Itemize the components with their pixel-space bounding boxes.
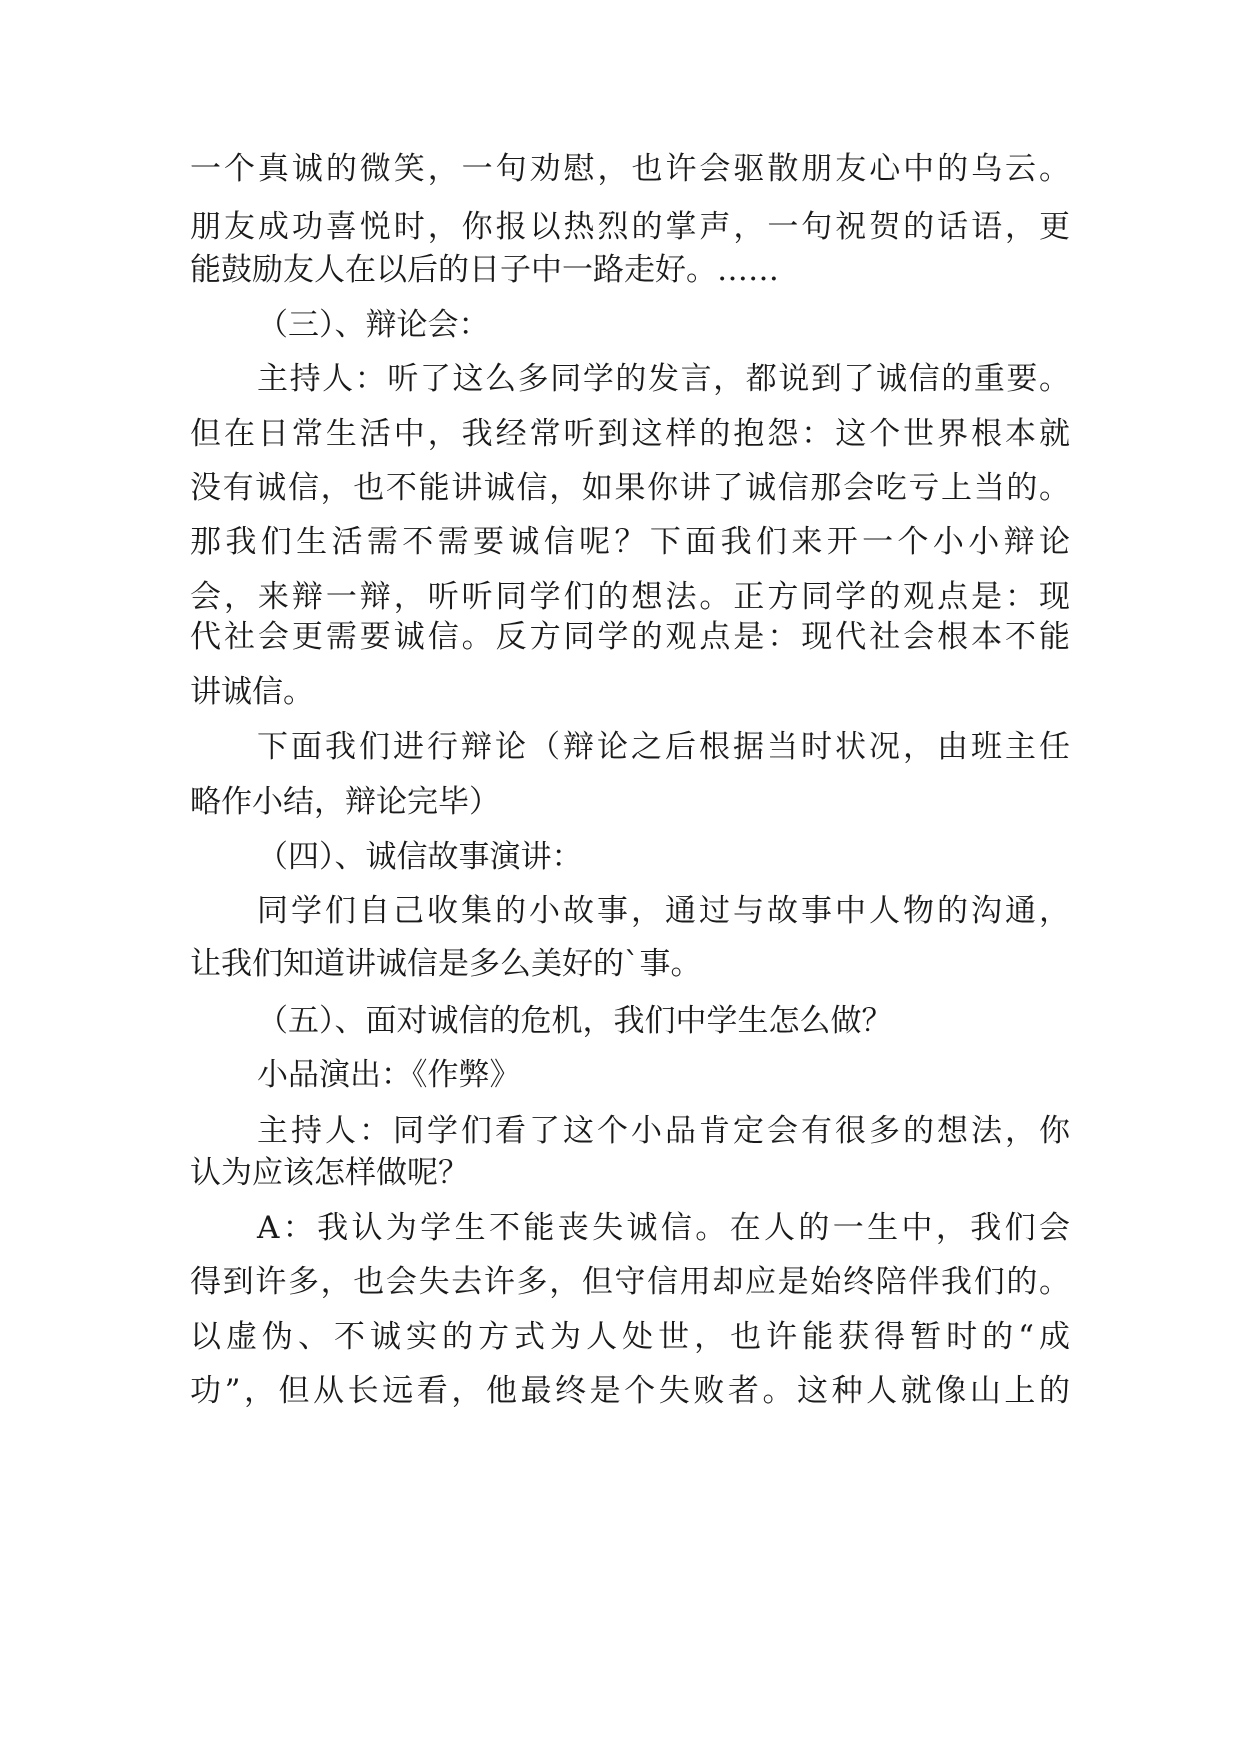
text-line: 朋友成功喜悦时，你报以热烈的掌声，一句祝贺的话语，更	[190, 209, 1070, 245]
text-line: 能鼓励友人在以后的日子中一路走好。……	[190, 252, 779, 288]
text-line: 下面我们进行辩论（辩论之后根据当时状况，由班主任	[257, 729, 1070, 765]
text-line: 以虚伪、不诚实的方式为人处世，也许能获得暂时的“成	[190, 1319, 1070, 1355]
text-line: 让我们知道讲诚信是多么美好的`事。	[190, 946, 702, 982]
text-line: 但在日常生活中，我经常听到这样的抱怨：这个世界根本就	[190, 416, 1070, 452]
text-line: 主持人：同学们看了这个小品肯定会有很多的想法，你	[257, 1113, 1070, 1149]
text-line: 功”，但从长远看，他最终是个失败者。这种人就像山上的	[190, 1373, 1070, 1409]
text-line: 没有诚信，也不能讲诚信，如果你讲了诚信那会吃亏上当的。	[190, 470, 1070, 506]
text-line: 讲诚信。	[190, 674, 314, 710]
section-heading: （三）、辩论会：	[257, 307, 490, 343]
text-line: 一个真诚的微笑，一句劝慰，也许会驱散朋友心中的乌云。	[190, 151, 1070, 187]
text-line: 得到许多，也会失去许多，但守信用却应是始终陪伴我们的。	[190, 1264, 1070, 1300]
text-line: 代社会更需要诚信。反方同学的观点是：现代社会根本不能	[190, 619, 1070, 655]
text-line: 略作小结，辩论完毕）	[190, 784, 500, 820]
text-line: 那我们生活需不需要诚信呢？下面我们来开一个小小辩论	[190, 524, 1070, 560]
text-line: A：我认为学生不能丧失诚信。在人的一生中，我们会	[257, 1210, 1070, 1246]
text-line: 主持人：听了这么多同学的发言，都说到了诚信的重要。	[257, 361, 1070, 397]
section-heading: （五）、面对诚信的危机，我们中学生怎么做？	[257, 1003, 893, 1039]
section-heading: （四）、诚信故事演讲：	[257, 839, 583, 875]
text-line: 同学们自己收集的小故事，通过与故事中人物的沟通，	[257, 893, 1070, 929]
text-line: 会，来辩一辩，听听同学们的想法。正方同学的观点是：现	[190, 579, 1070, 615]
text-line: 小品演出：《作弊》	[257, 1057, 521, 1093]
text-line: 认为应该怎样做呢？	[190, 1155, 469, 1191]
